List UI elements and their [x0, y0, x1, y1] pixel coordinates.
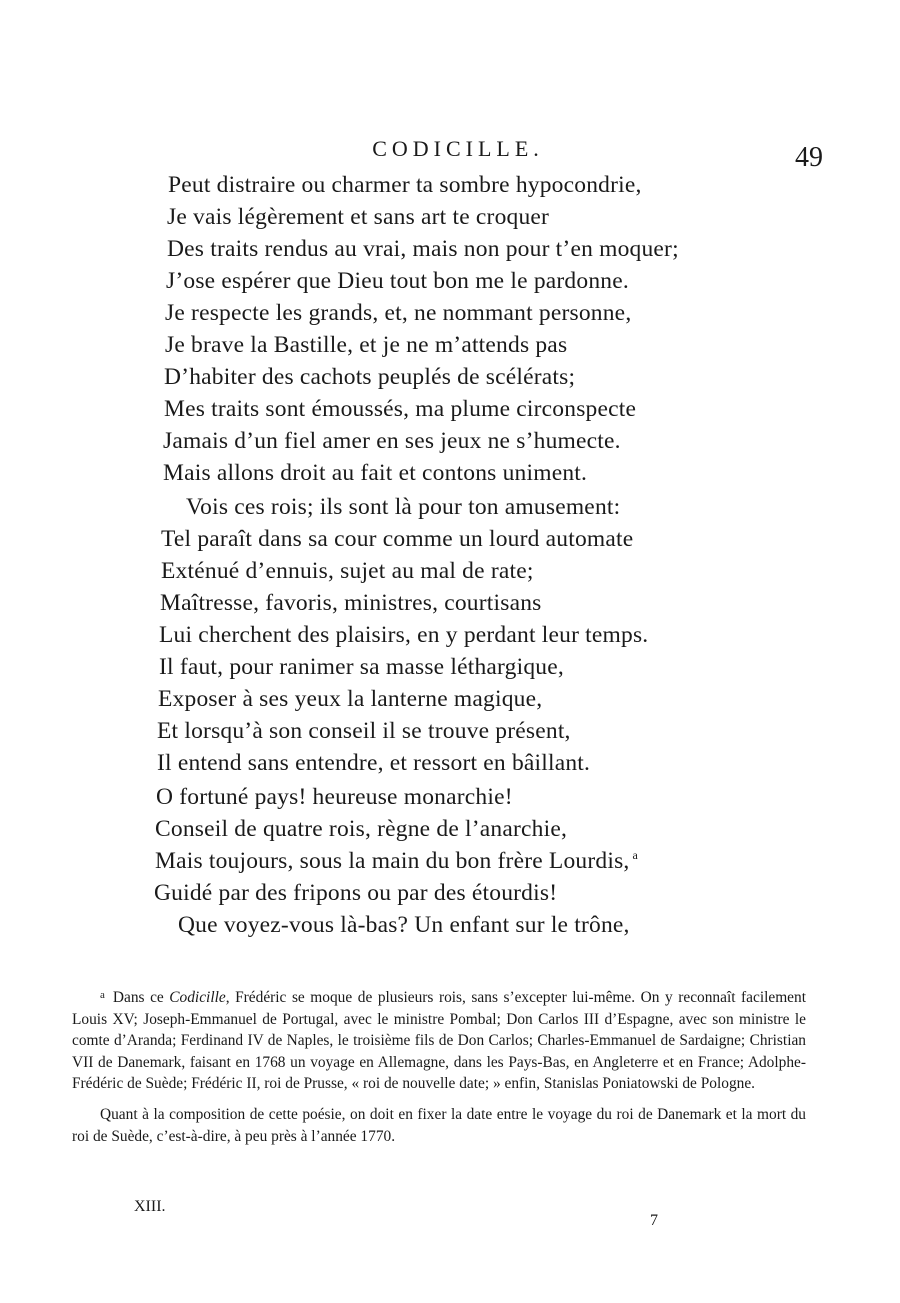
verse-line: J’ose espérer que Dieu tout bon me le pardonne.	[166, 268, 629, 294]
footnote-a-body: , Frédéric se moque de plusieurs rois, sans s’excepter lui-même. On y reconnaît facilement Louis XV; Joseph-Emmanuel de Portugal, avec le ministre Pombal; Don Carlos III d’Espagne, avec son ministre le comte d’Aranda; Ferdinand IV de Naples, le troisième fils de Don Carlos; Charles-Emmanuel de Sardaigne; Christian VII de Danemark, faisant en 1768 un voyage en Allemagne, dans les Pays-Bas, en Angleterre et en France; Adolphe-Frédéric de Suède; Frédéric II, roi de Prusse, « roi de nouvelle date; » enfin, Stanislas Poniatowski de Pologne.	[72, 989, 806, 1093]
verse-line: Vois ces rois; ils sont là pour ton amusement:	[186, 494, 621, 520]
verse-line: Je brave la Bastille, et je ne m’attends pas	[165, 332, 568, 358]
footnote-mark: a	[100, 989, 105, 1001]
footnote-b: Quant à la composition de cette poésie, on doit en fixer la date entre le voyage du roi de Danemark et la mort du roi de Suède, c’est-à-dire, à peu près à l’année 1770.	[72, 1105, 806, 1145]
verse-line: Tel paraît dans sa cour comme un lourd automate	[161, 526, 634, 552]
verse-line: Il faut, pour ranimer sa masse léthargique,	[159, 654, 564, 680]
volume-signature: XIII.	[134, 1198, 166, 1215]
verse-line	[155, 848, 638, 875]
footnote-reference: a	[632, 848, 639, 862]
running-title: CODICILLE.	[372, 136, 544, 161]
verse-line: Je vais légèrement et sans art te croquer	[167, 204, 550, 230]
page-number: 49	[795, 142, 823, 173]
verse-line: Conseil de quatre rois, règne de l’anarchie,	[155, 816, 568, 842]
verse-line: Que voyez-vous là-bas? Un enfant sur le trône,	[178, 912, 630, 938]
verse-line: Lui cherchent des plaisirs, en y perdant leur temps.	[159, 622, 649, 648]
verse-line: Jamais d’un fiel amer en ses jeux ne s’humecte.	[163, 428, 621, 454]
verse-line: Exténué d’ennuis, sujet au mal de rate;	[161, 558, 534, 584]
footnotes	[72, 985, 806, 1156]
verse-line: Mais allons droit au fait et contons uniment.	[163, 460, 588, 486]
verse-text: Mais toujours, sous la main du bon frère Lourdis,	[155, 848, 630, 874]
verse-line: Peut distraire ou charmer ta sombre hypocondrie,	[168, 172, 642, 198]
verse-line: Il entend sans entendre, et ressort en bâillant.	[157, 750, 591, 776]
footnote-a-title: Codicille	[169, 989, 226, 1006]
verse-line: Et lorsqu’à son conseil il se trouve présent,	[157, 718, 571, 744]
verse-line: Je respecte les grands, et, ne nommant personne,	[165, 300, 632, 326]
sheet-signature: 7	[650, 1212, 658, 1229]
verse-line: Exposer à ses yeux la lanterne magique,	[158, 686, 543, 712]
verse-line: Maîtresse, favoris, ministres, courtisans	[160, 590, 542, 616]
footnote-a	[72, 985, 806, 1095]
verse-line: Des traits rendus au vrai, mais non pour t’en moquer;	[167, 236, 679, 262]
verse-line: Guidé par des fripons ou par des étourdis!	[154, 880, 558, 906]
footnote-a-lead: Dans ce	[112, 989, 170, 1006]
verse-line: O fortuné pays! heureuse monarchie!	[156, 784, 513, 810]
verse-line: Mes traits sont émoussés, ma plume circonspecte	[164, 396, 637, 422]
verse-line: D’habiter des cachots peuplés de scélérats;	[164, 364, 576, 390]
